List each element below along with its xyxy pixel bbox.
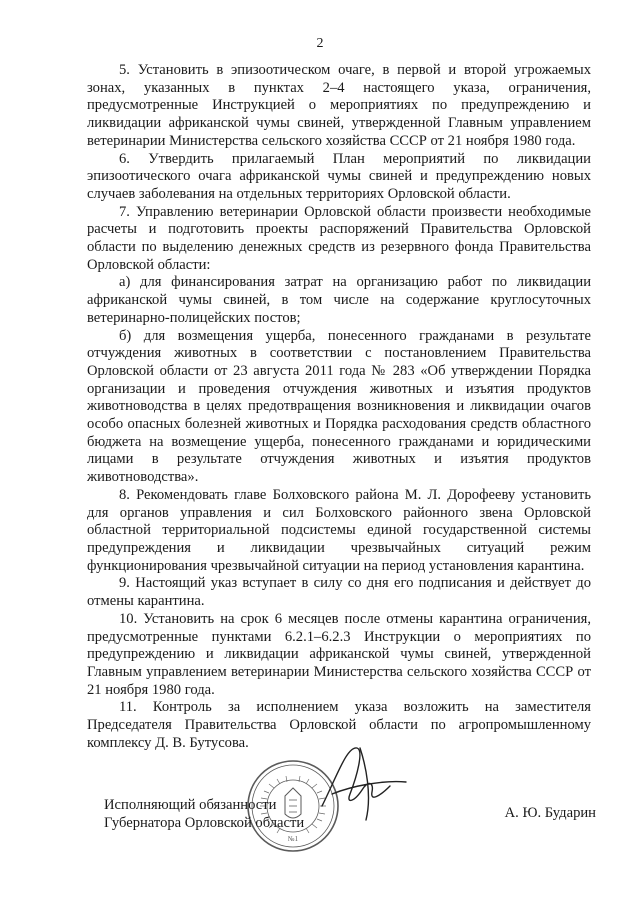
signatory-title-line-1: Исполняющий обязанности	[104, 797, 277, 813]
signatory-title	[104, 796, 304, 832]
signatory-name: А. Ю. Бударин	[504, 805, 596, 821]
page-number: 2	[316, 36, 324, 51]
seal-number: №1	[287, 835, 299, 843]
signatory-title-line-2: Губернатора Орловской области	[104, 815, 305, 831]
paragraph-6: 6. Утвердить прилагаемый План мероприятий по ликвидации эпизоотического очага африканской чумы свиней и предупреждению новых случаев заболевания на отдельных территориях Орловской области.	[87, 150, 591, 202]
paragraph-9: 9. Настоящий указ вступает в силу со дня его подписания и действует до отмены карантина.	[87, 575, 591, 610]
signature-block	[104, 796, 596, 876]
paragraph-10: 10. Установить на срок 6 месяцев после отмены карантина ограничения, предусмотренные пунктами 6.2.1–6.2.3 Инструкции о мероприятиях по предупреждению и ликвидации африканской чумы свиней, утвержденной Главным управлением ветеринарии Министерства сельского хозяйства СССР от 21 ноября 1980 года.	[87, 610, 591, 698]
handwritten-signature	[302, 736, 412, 831]
paragraph-7b: б) для возмещения ущерба, понесенного гражданами в результате отчуждения животных в соответствии с постановлением Правительства Орловской области от 23 августа 2011 года № 283 «Об утверждении Порядка организации и проведения отчуждения животных и изъятия продуктов животноводства в целях предотвращения возникновения и ликвидации очагов особо опасных болезней животных и Порядка расходования средств областного бюджета на возмещение ущерба, понесенного гражданами и юридическими лицами в результате отчуждения животных и изъятия продуктов животноводства».	[87, 327, 591, 486]
paragraph-7a: а) для финансирования затрат на организацию работ по ликвидации африканской чумы свиней, в том числе на содержание круглосуточных ветеринарно-полицейских постов;	[87, 274, 591, 326]
paragraph-7: 7. Управлению ветеринарии Орловской области произвести необходимые расчеты и подготовить проекты распоряжений Правительства Орловской области по выделению денежных средств из резервного фонда Правительства Орловской области:	[87, 203, 591, 273]
signature-graphic	[302, 736, 412, 826]
paragraph-11: 11. Контроль за исполнением указа возложить на заместителя Председателя Правительства Орловской области по агропромышленному комплексу Д. В. Бутусова.	[87, 699, 591, 751]
paragraph-5: 5. Установить в эпизоотическом очаге, в первой и второй угрожаемых зонах, указанных в пунктах 2–4 настоящего указа, ограничения, предусмотренные Инструкцией о мероприятиях по предупреждению и ликвидации африканской чумы свиней, утвержденной Главным управлением ветеринарии Министерства сельского хозяйства СССР от 21 ноября 1980 года.	[87, 62, 591, 149]
document-body	[87, 62, 591, 752]
paragraph-8: 8. Рекомендовать главе Болховского района М. Л. Дорофееву установить для органов управления и сил Болховского районного звена Орловской областной территориальной подсистемы единой государственной системы предупреждения и ликвидации чрезвычайных ситуаций режим функционирования чрезвычайной ситуации на период установления карантина.	[87, 486, 591, 574]
